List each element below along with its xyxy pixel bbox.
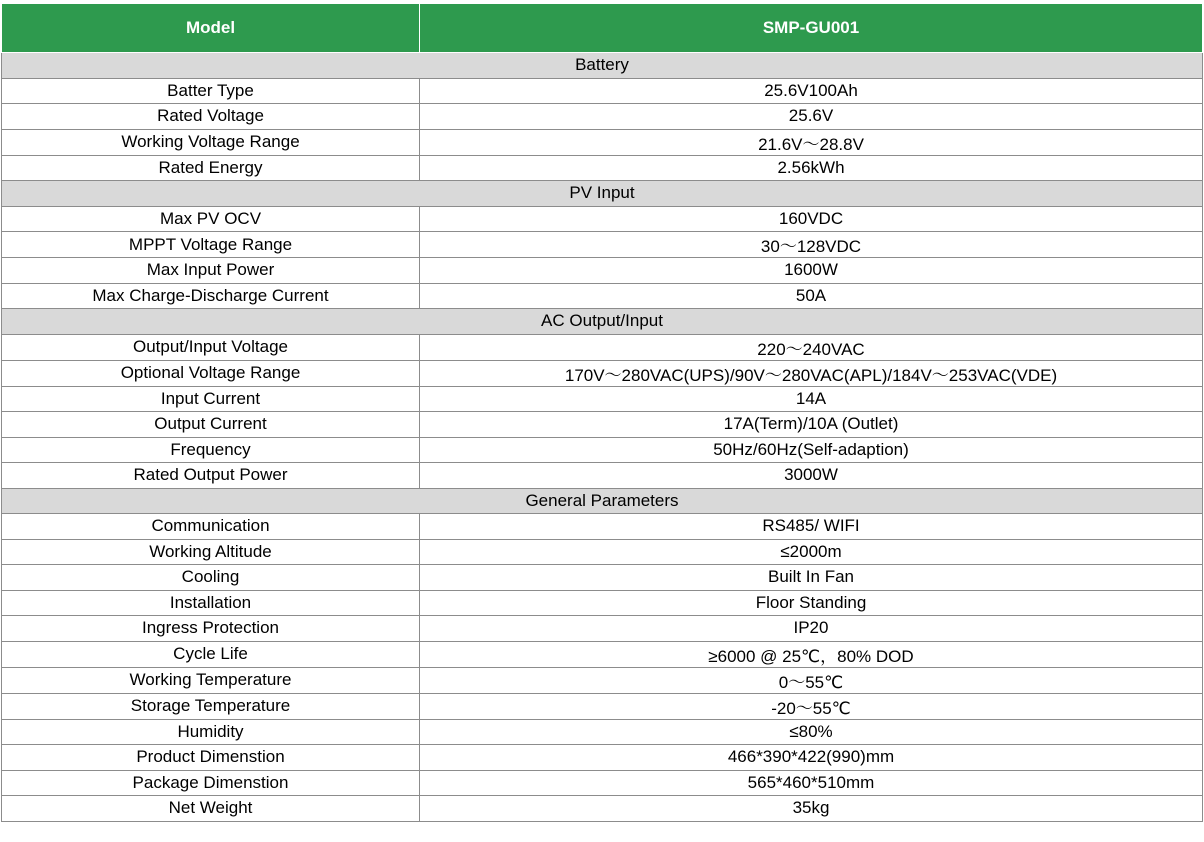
spec-label: Max Input Power	[2, 258, 420, 284]
table-row	[2, 360, 1203, 386]
spec-label: Frequency	[2, 437, 420, 463]
header-value-cell: SMP-GU001	[420, 4, 1203, 53]
spec-label: Package Dimenstion	[2, 770, 420, 796]
table-row	[2, 129, 1203, 155]
spec-label: Working Temperature	[2, 667, 420, 693]
table-row	[2, 514, 1203, 540]
table-row	[2, 104, 1203, 130]
spec-table-body	[2, 53, 1203, 822]
table-row	[2, 590, 1203, 616]
spec-value: -20～55℃	[420, 693, 1203, 719]
table-row	[2, 437, 1203, 463]
section-title: General Parameters	[2, 488, 1203, 514]
section-title: Battery	[2, 53, 1203, 79]
spec-value: 2.56kWh	[420, 155, 1203, 181]
spec-value: ≤2000m	[420, 539, 1203, 565]
spec-label: Rated Output Power	[2, 463, 420, 489]
section-title: AC Output/Input	[2, 309, 1203, 335]
table-row	[2, 616, 1203, 642]
spec-value: RS485/ WIFI	[420, 514, 1203, 540]
spec-label: Output/Input Voltage	[2, 334, 420, 360]
section-row	[2, 181, 1203, 207]
spec-label: Cooling	[2, 565, 420, 591]
table-row	[2, 206, 1203, 232]
table-row	[2, 565, 1203, 591]
spec-value: 565*460*510mm	[420, 770, 1203, 796]
spec-label: Rated Voltage	[2, 104, 420, 130]
spec-value: 0～55℃	[420, 667, 1203, 693]
spec-value: Built In Fan	[420, 565, 1203, 591]
spec-value: 1600W	[420, 258, 1203, 284]
spec-label: Net Weight	[2, 796, 420, 822]
section-row	[2, 309, 1203, 335]
spec-label: Cycle Life	[2, 641, 420, 667]
table-row	[2, 283, 1203, 309]
spec-value: ≥6000 @ 25℃，80% DOD	[420, 641, 1203, 667]
table-row	[2, 412, 1203, 438]
spec-value: 25.6V	[420, 104, 1203, 130]
spec-label: Output Current	[2, 412, 420, 438]
spec-value: 35kg	[420, 796, 1203, 822]
spec-label: Max Charge-Discharge Current	[2, 283, 420, 309]
spec-value: 220～240VAC	[420, 334, 1203, 360]
table-row	[2, 745, 1203, 771]
spec-value: 170V～280VAC(UPS)/90V～280VAC(APL)/184V～253VAC(VDE)	[420, 360, 1203, 386]
spec-value: 30～128VDC	[420, 232, 1203, 258]
spec-label: Batter Type	[2, 78, 420, 104]
section-row	[2, 488, 1203, 514]
spec-value: 25.6V100Ah	[420, 78, 1203, 104]
table-row	[2, 386, 1203, 412]
spec-label: Installation	[2, 590, 420, 616]
table-row	[2, 770, 1203, 796]
spec-label: Max PV OCV	[2, 206, 420, 232]
spec-value: 3000W	[420, 463, 1203, 489]
table-row	[2, 539, 1203, 565]
table-row	[2, 258, 1203, 284]
table-row	[2, 334, 1203, 360]
spec-label: Storage Temperature	[2, 693, 420, 719]
section-title: PV Input	[2, 181, 1203, 207]
spec-label: Communication	[2, 514, 420, 540]
spec-value: 21.6V～28.8V	[420, 129, 1203, 155]
spec-table	[1, 3, 1203, 822]
spec-label: Input Current	[2, 386, 420, 412]
spec-value: ≤80%	[420, 719, 1203, 745]
table-row	[2, 463, 1203, 489]
spec-value: 50Hz/60Hz(Self-adaption)	[420, 437, 1203, 463]
spec-value: 50A	[420, 283, 1203, 309]
spec-value: 14A	[420, 386, 1203, 412]
spec-value: 466*390*422(990)mm	[420, 745, 1203, 771]
table-row	[2, 232, 1203, 258]
spec-label: Product Dimenstion	[2, 745, 420, 771]
spec-value: Floor Standing	[420, 590, 1203, 616]
table-header-row	[2, 4, 1203, 53]
table-row	[2, 641, 1203, 667]
table-row	[2, 693, 1203, 719]
section-row	[2, 53, 1203, 79]
spec-value: 160VDC	[420, 206, 1203, 232]
header-label-cell: Model	[2, 4, 420, 53]
spec-label: Humidity	[2, 719, 420, 745]
spec-label: Working Voltage Range	[2, 129, 420, 155]
spec-label: Ingress Protection	[2, 616, 420, 642]
spec-value: 17A(Term)/10A (Outlet)	[420, 412, 1203, 438]
spec-label: Working Altitude	[2, 539, 420, 565]
spec-value: IP20	[420, 616, 1203, 642]
table-row	[2, 667, 1203, 693]
spec-label: Optional Voltage Range	[2, 360, 420, 386]
table-row	[2, 796, 1203, 822]
table-row	[2, 719, 1203, 745]
table-row	[2, 78, 1203, 104]
spec-label: Rated Energy	[2, 155, 420, 181]
spec-label: MPPT Voltage Range	[2, 232, 420, 258]
table-row	[2, 155, 1203, 181]
